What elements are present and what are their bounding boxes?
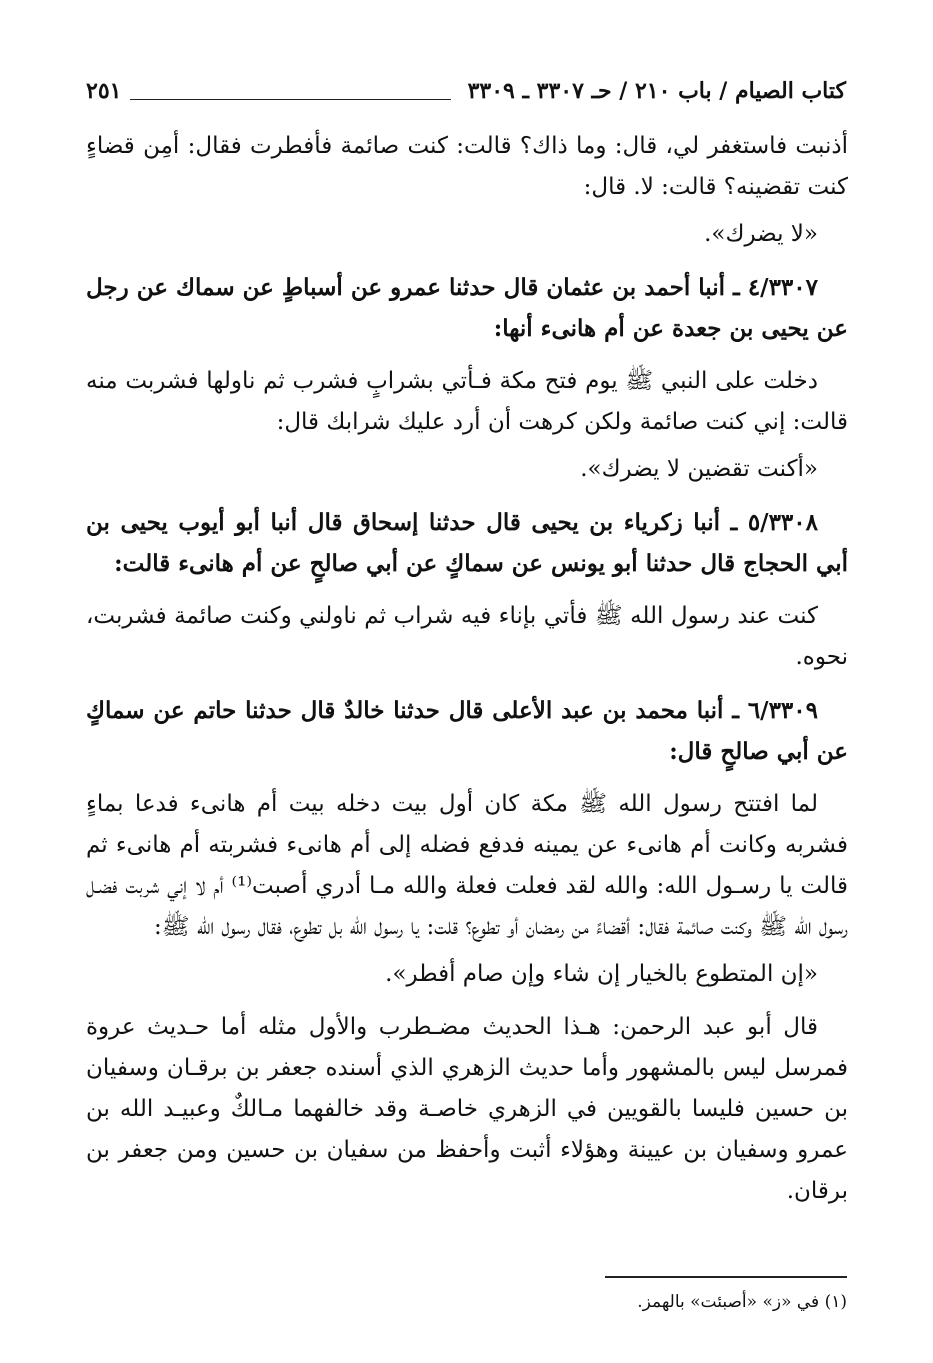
quote-la-yadurruk: «لا يضرك». [704,221,818,247]
header-rule [130,99,451,100]
hadith-3307-matn: دخلت على النبي ﷺ يوم فتح مكة فـأتي بشرابٍ فشرب ثم ناولها فشربت منه قالت: إني كنت صائمة ولكن كرهت أن أرد عليك شرابك قال: [86,368,848,435]
hadith-3307-isnad: ٤/٣٣٠٧ ـ أنبا أحمد بن عثمان قال حدثنا عمرو عن أسباطٍ عن سماك عن رجل عن يحيى بن جعدة عن أم هانىء أنها: [86,274,848,342]
footnote-1: (١) في «ز» «أصبئت» بالهمز. [637,1292,847,1312]
hadith-3309-isnad: ٦/٣٣٠٩ ـ أنبا محمد بن عبد الأعلى قال حدثنا خالدٌ قال حدثنا حاتم عن سماكٍ عن أبي صالحٍ قال: [86,697,848,765]
commentary-abu-abd-al-rahman: قال أبو عبد الرحمن: هـذا الحديث مضـطرب والأول مثله أما حـديث عروة فمرسل ليس بالمشهور وأما حديث الزهري الذي أسنده جعفر بن برقـان وسفيان بن حسين فليسا بالقويين في الزهري خاصـة وقد خالفهما مـالكٌ وعبيـد الله بن عمرو وسفيان بن عيينة وهؤلاء أثبت وأحفظ من سفيان بن حسين ومن جعفر بن برقان. [86,1014,848,1204]
hadith-3309-matn: لما افتتح رسول الله ﷺ مكة كان أول بيت دخله بيت أم هانىء فدعا بماءٍ فشربه وكانت أم هانىء عن يمينه فدفع فضله إلى أم هانىء فشربته أم هانىء ثم قالت يا رسـول الله: والله لقد فعلت فعلة والله مـا أدري أصبت⁽¹⁾ أم لا إني شربت فضـل رسول الله ﷺ وكنت صائمة فقال: أقضاءً من رمضان أو تطوع؟ قلت: يا رسول الله بل تطوع، فقال رسول الله ﷺ: [86,791,848,940]
hadith-3308-isnad: ٥/٣٣٠٨ ـ أنبا زكرياء بن يحيى قال حدثنا إسحاق قال أنبا أبو أيوب يحيى بن أبي الحجاج قال حدثنا أبو يونس عن سماكٍ عن أبي صالحٍ عن أم هانىء قالت: [86,509,848,577]
running-title: كتاب الصيام / باب ٢١٠ / حـ ٣٣٠٧ ـ ٣٣٠٩ [467,78,846,104]
hadith-3309-quote: «إن المتطوع بالخيار إن شاء وإن صام أفطر». [385,961,818,987]
page-number: ٢٥١ [86,78,122,104]
hadith-3307-quote: «أكنت تقضين لا يضرك». [580,456,818,482]
paragraph-continuation: أذنبت فاستغفر لي، قال: وما ذاك؟ قالت: كنت صائمة فأفطرت فقال: أمِن قضاءٍ كنت تقضينه؟ قالت: لا. قال: [86,133,848,200]
page-body [86,126,848,1218]
page-header [86,72,846,112]
hadith-3308-matn: كنت عند رسول الله ﷺ فأتي بإناء فيه شراب ثم ناولني وكنت صائمة فشربت، نحوه. [86,603,848,670]
footnote-rule [605,1276,847,1278]
